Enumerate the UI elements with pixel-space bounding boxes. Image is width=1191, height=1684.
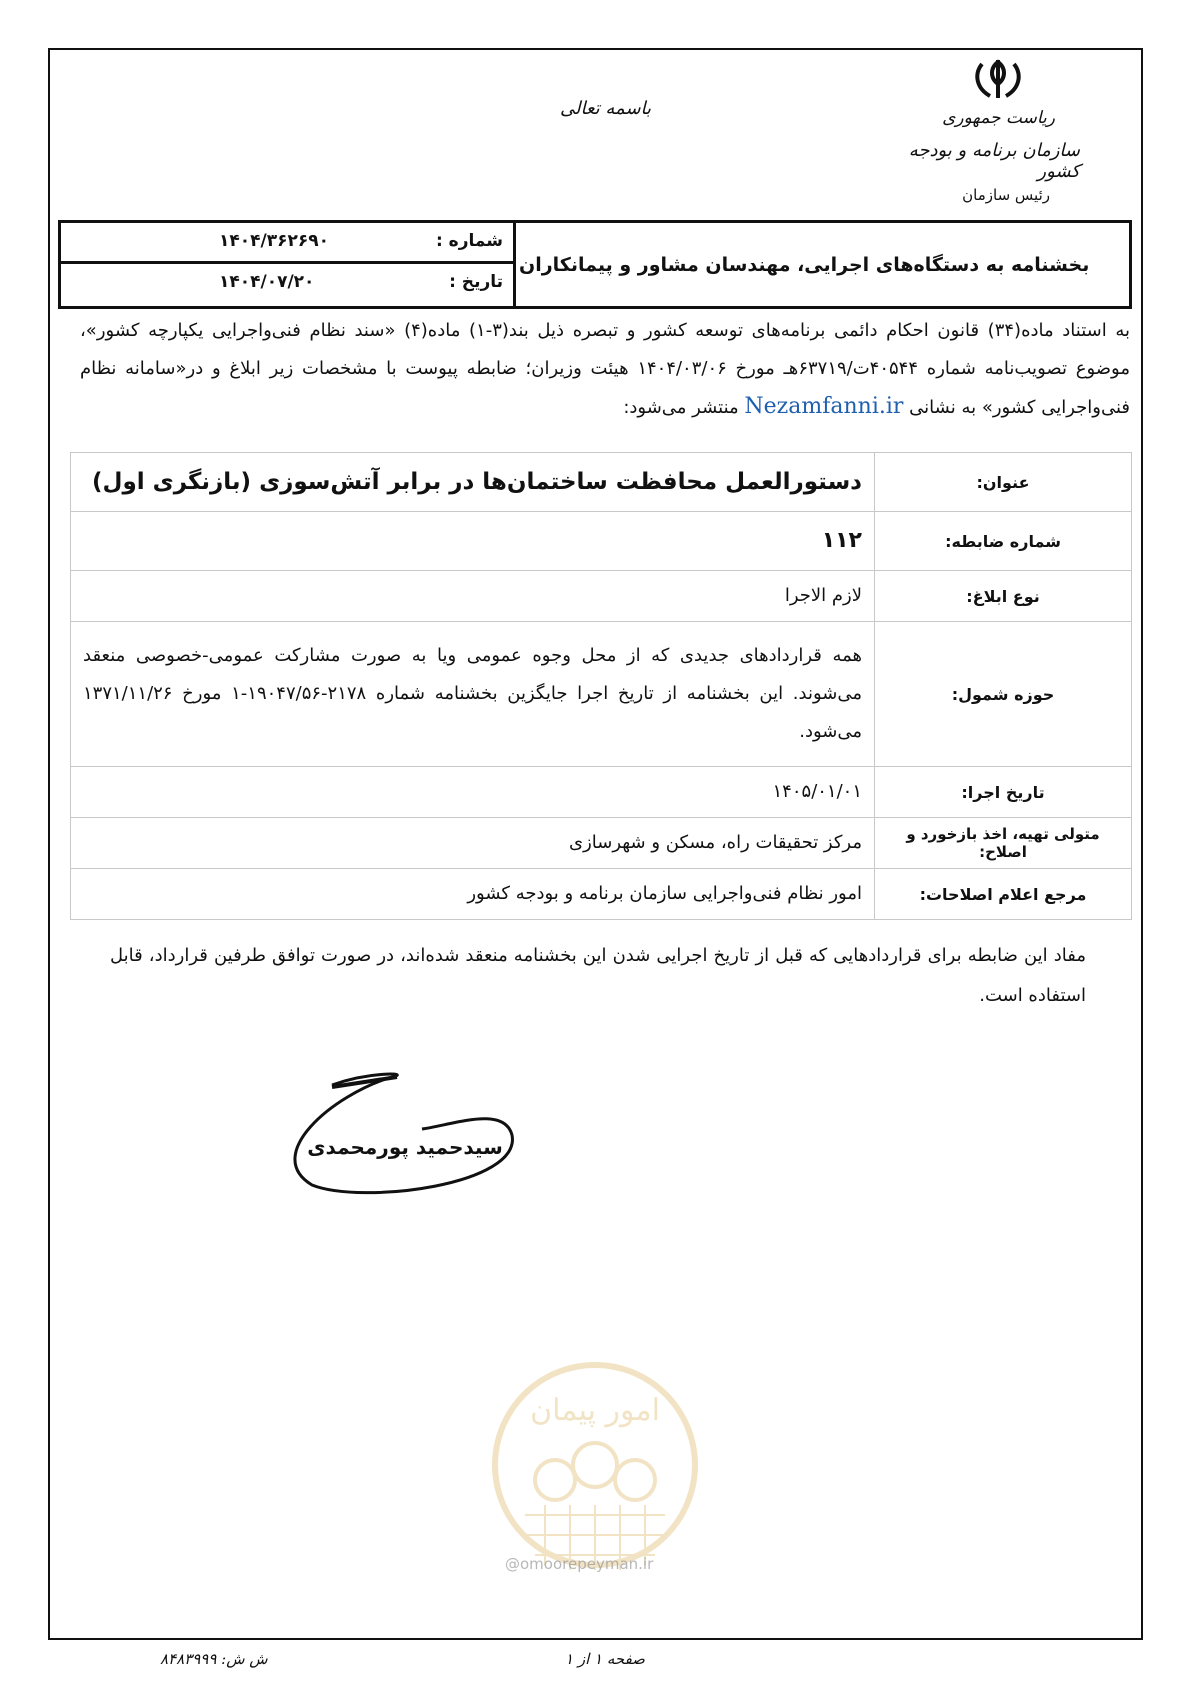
letter-number-row xyxy=(61,223,516,264)
table-row xyxy=(71,453,1132,512)
row-key: متولی تهیه، اخذ بازخورد و اصلاح: xyxy=(875,818,1132,869)
header-title: باسمه تعالی xyxy=(560,98,652,119)
nezamfanni-link[interactable]: Nezamfanni.ir xyxy=(744,394,904,419)
row-key: شماره ضابطه: xyxy=(875,512,1132,571)
row-value: دستورالعمل محافظت ساختمان‌ها در برابر آتش‌سوزی (بازنگری اول) xyxy=(71,453,875,512)
letter-date-row xyxy=(61,264,516,306)
letter-number-label: شماره : xyxy=(435,231,503,251)
row-value: ۱۱۲ xyxy=(71,512,875,571)
letter-number-value: ۱۴۰۴/۳۶۲۶۹۰ xyxy=(219,231,329,251)
omoorepeyman-logo-icon xyxy=(485,1340,705,1590)
row-key: عنوان: xyxy=(875,453,1132,512)
letter-info-box xyxy=(58,220,1132,309)
watermark-logo-text: امور پیمان xyxy=(530,1393,660,1428)
org-line-presidency: ریاست جمهوری xyxy=(942,108,1055,128)
row-value: امور نظام فنی‌واجرایی سازمان برنامه و بودجه کشور xyxy=(71,869,875,920)
org-line-head: رئیس سازمان xyxy=(962,186,1050,204)
row-key: حوزه شمول: xyxy=(875,622,1132,767)
row-value: همه قراردادهای جدیدی که از محل وجوه عمومی ویا به صورت مشارکت عمومی-خصوصی منعقد می‌شوند. این بخشنامه از تاریخ اجرا جایگزین بخشنامه شماره ۲۱۷۸-۱۹۰۴۷/۵۶-۱ مورخ ۱۳۷۱/۱۱/۲۶ می‌شود. xyxy=(71,622,875,767)
intro-text: به استناد ماده(۳۴) قانون احکام دائمی برنامه‌های توسعه کشور و تبصره ذیل بند(۳-۱) ماده(۴) «سند نظام فنی‌واجرایی یکپارچه کشور»، موضوع تصویب‌نامه شماره ۴۰۵۴۴ت/۶۳۷۱۹هـ مورخ ۱۴۰۴/۰۳/۰۶ هیئت وزیران؛ ضابطه پیوست با مشخصات زیر ابلاغ و در«سامانه نظام فنی‌واجرایی کشور» به نشانی xyxy=(80,320,1130,418)
footer-code: ش ش: ۸۴۸۳۹۹۹ xyxy=(160,1650,268,1668)
footer-page-number: صفحه ۱ از ۱ xyxy=(565,1650,645,1668)
table-row xyxy=(71,818,1132,869)
row-key: نوع ابلاغ: xyxy=(875,571,1132,622)
letter-subject: بخشنامه به دستگاه‌های اجرایی، مهندسان مشاور و پیمانکاران xyxy=(519,253,1090,276)
spec-table xyxy=(70,452,1132,920)
row-value: ۱۴۰۵/۰۱/۰۱ xyxy=(71,767,875,818)
row-key: مرجع اعلام اصلاحات: xyxy=(875,869,1132,920)
letter-date-label: تاریخ : xyxy=(449,272,503,292)
row-value: مرکز تحقیقات راه، مسکن و شهرسازی xyxy=(71,818,875,869)
table-row xyxy=(71,571,1132,622)
table-row xyxy=(71,869,1132,920)
intro-paragraph xyxy=(80,312,1130,427)
intro-text-end: منتشر می‌شود: xyxy=(623,397,739,418)
watermark-url: @omoorepeyman.ir xyxy=(505,1555,654,1573)
row-value: لازم الاجرا xyxy=(71,571,875,622)
table-row xyxy=(71,767,1132,818)
signature-name: سیدحمید پورمحمدی xyxy=(307,1135,503,1159)
signature-stroke xyxy=(272,1065,542,1195)
emblem-icon xyxy=(968,58,1028,102)
org-line-organization: سازمان برنامه و بودجه کشور xyxy=(908,140,1080,182)
table-row xyxy=(71,512,1132,571)
table-row xyxy=(71,622,1132,767)
closing-paragraph: مفاد این ضابطه برای قراردادهایی که قبل از تاریخ اجرایی شدن این بخشنامه منعقد شده‌اند، در صورت توافق طرفین قرارداد، قابل استفاده است. xyxy=(110,945,1086,1006)
row-key: تاریخ اجرا: xyxy=(875,767,1132,818)
letter-date-value: ۱۴۰۴/۰۷/۲۰ xyxy=(219,272,315,292)
